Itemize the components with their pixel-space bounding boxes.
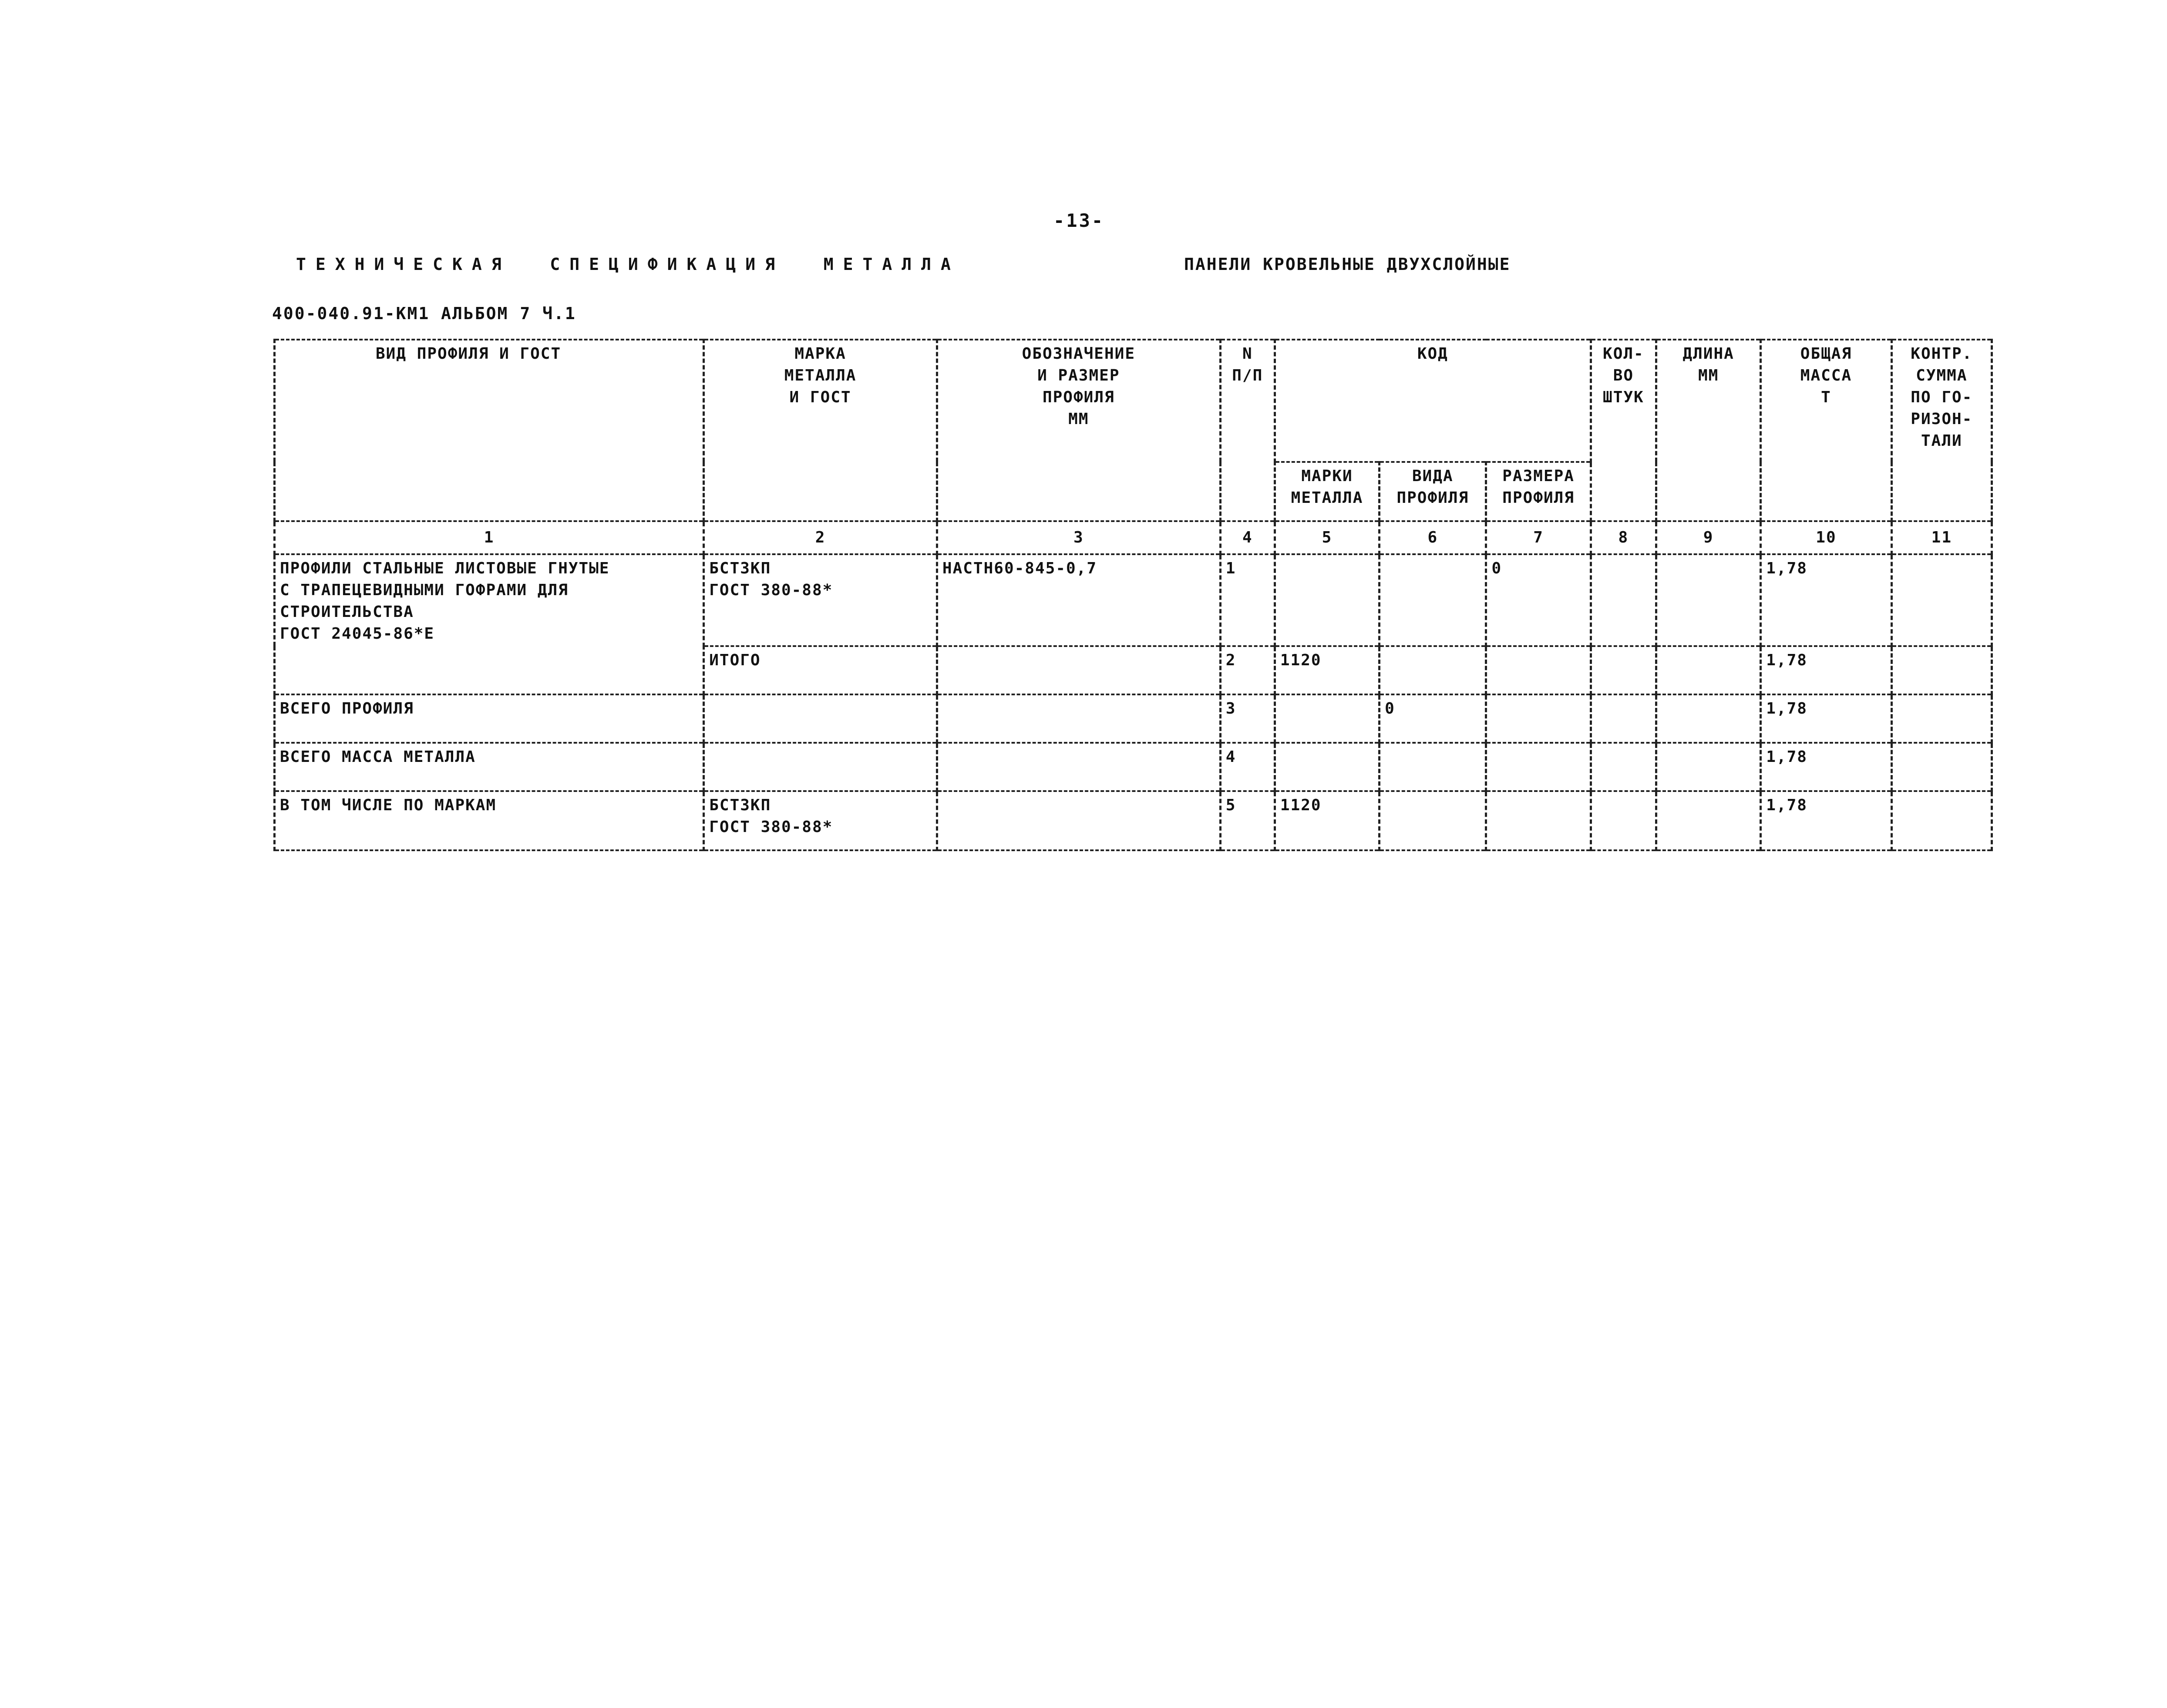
cell-total-mass: 1,78: [1761, 646, 1891, 694]
header-code-profile-size: РАЗМЕРА ПРОФИЛЯ: [1486, 462, 1591, 521]
column-number: 11: [1891, 521, 1992, 554]
cell-designation: [937, 791, 1220, 850]
column-number: 10: [1761, 521, 1891, 554]
table-row: [275, 791, 1992, 850]
header-length: ДЛИНА ММ: [1656, 340, 1760, 521]
cell-code-size: 0: [1486, 554, 1591, 646]
cell-quantity: [1591, 554, 1656, 646]
header-designation: ОБОЗНАЧЕНИЕ И РАЗМЕР ПРОФИЛЯ ММ: [937, 340, 1220, 521]
header-profile-type: ВИД ПРОФИЛЯ И ГОСТ: [275, 340, 704, 521]
cell-control-sum: [1891, 646, 1992, 694]
cell-code-size: [1486, 694, 1591, 743]
header-total-mass: ОБЩАЯ МАССА Т: [1761, 340, 1891, 521]
column-number: 7: [1486, 521, 1591, 554]
table-row: [275, 743, 1992, 791]
column-number: 1: [275, 521, 704, 554]
cell-quantity: [1591, 646, 1656, 694]
cell-item-number: 4: [1220, 743, 1275, 791]
document-title: ТЕХНИЧЕСКАЯ СПЕЦИФИКАЦИЯ МЕТАЛЛА: [296, 255, 960, 274]
cell-code-metal: [1275, 743, 1379, 791]
header-quantity: КОЛ- ВО ШТУК: [1591, 340, 1656, 521]
cell-quantity: [1591, 694, 1656, 743]
cell-code-profile: 0: [1380, 694, 1486, 743]
cell-profile-type: ВСЕГО ПРОФИЛЯ: [275, 694, 704, 743]
cell-total-mass: 1,78: [1761, 694, 1891, 743]
cell-code-size: [1486, 791, 1591, 850]
cell-code-metal: 1120: [1275, 646, 1379, 694]
column-number: 8: [1591, 521, 1656, 554]
column-number: 4: [1220, 521, 1275, 554]
cell-profile-type: ВСЕГО МАССА МЕТАЛЛА: [275, 743, 704, 791]
cell-code-profile: [1380, 743, 1486, 791]
cell-length: [1656, 791, 1760, 850]
cell-code-profile: [1380, 646, 1486, 694]
cell-code-metal: [1275, 554, 1379, 646]
cell-length: [1656, 743, 1760, 791]
header-item-number: N П/П: [1220, 340, 1275, 521]
cell-control-sum: [1891, 554, 1992, 646]
cell-item-number: 5: [1220, 791, 1275, 850]
cell-designation: [937, 646, 1220, 694]
header-code-group: КОД: [1275, 340, 1591, 462]
column-number: 9: [1656, 521, 1760, 554]
cell-total-mass: 1,78: [1761, 554, 1891, 646]
cell-profile-type: ПРОФИЛИ СТАЛЬНЫЕ ЛИСТОВЫЕ ГНУТЫЕ С ТРАПЕЦЕВИДНЫМИ ГОФРАМИ ДЛЯ СТРОИТЕЛЬСТВА ГОСТ 24045-86*Е: [275, 554, 704, 694]
column-number: 2: [704, 521, 937, 554]
header-metal-grade: МАРКА МЕТАЛЛА И ГОСТ: [704, 340, 937, 521]
cell-code-profile: [1380, 791, 1486, 850]
cell-metal-grade: [704, 743, 937, 791]
cell-designation: НАСТН60-845-0,7: [937, 554, 1220, 646]
cell-length: [1656, 694, 1760, 743]
cell-item-number: 1: [1220, 554, 1275, 646]
cell-metal-grade: БСТ3КП ГОСТ 380-88*: [704, 791, 937, 850]
cell-metal-grade: [704, 694, 937, 743]
document-subtitle: ПАНЕЛИ КРОВЕЛЬНЫЕ ДВУХСЛОЙНЫЕ: [1184, 255, 1511, 274]
cell-quantity: [1591, 791, 1656, 850]
cell-metal-grade: ИТОГО: [704, 646, 937, 694]
cell-total-mass: 1,78: [1761, 743, 1891, 791]
cell-code-profile: [1380, 554, 1486, 646]
cell-total-mass: 1,78: [1761, 791, 1891, 850]
cell-metal-grade: БСТ3КП ГОСТ 380-88*: [704, 554, 937, 646]
metal-specification-table: [273, 339, 1993, 851]
header-code-profile-type: ВИДА ПРОФИЛЯ: [1380, 462, 1486, 521]
page-number: -13-: [1053, 210, 1105, 231]
header-control-sum: КОНТР. СУММА ПО ГО- РИЗОН- ТАЛИ: [1891, 340, 1992, 521]
column-number: 3: [937, 521, 1220, 554]
cell-item-number: 2: [1220, 646, 1275, 694]
column-number: 5: [1275, 521, 1379, 554]
document-code: 400-040.91-КМ1 АЛЬБОМ 7 Ч.1: [272, 304, 576, 323]
table-row: [275, 554, 1992, 646]
cell-control-sum: [1891, 791, 1992, 850]
cell-code-size: [1486, 646, 1591, 694]
cell-profile-type: В ТОМ ЧИСЛЕ ПО МАРКАМ: [275, 791, 704, 850]
cell-code-metal: [1275, 694, 1379, 743]
cell-item-number: 3: [1220, 694, 1275, 743]
cell-code-metal: 1120: [1275, 791, 1379, 850]
cell-code-size: [1486, 743, 1591, 791]
cell-control-sum: [1891, 694, 1992, 743]
cell-designation: [937, 743, 1220, 791]
cell-designation: [937, 694, 1220, 743]
column-number: 6: [1380, 521, 1486, 554]
cell-quantity: [1591, 743, 1656, 791]
cell-length: [1656, 646, 1760, 694]
cell-length: [1656, 554, 1760, 646]
header-code-metal-grade: МАРКИ МЕТАЛЛА: [1275, 462, 1379, 521]
cell-control-sum: [1891, 743, 1992, 791]
table-row: [275, 694, 1992, 743]
